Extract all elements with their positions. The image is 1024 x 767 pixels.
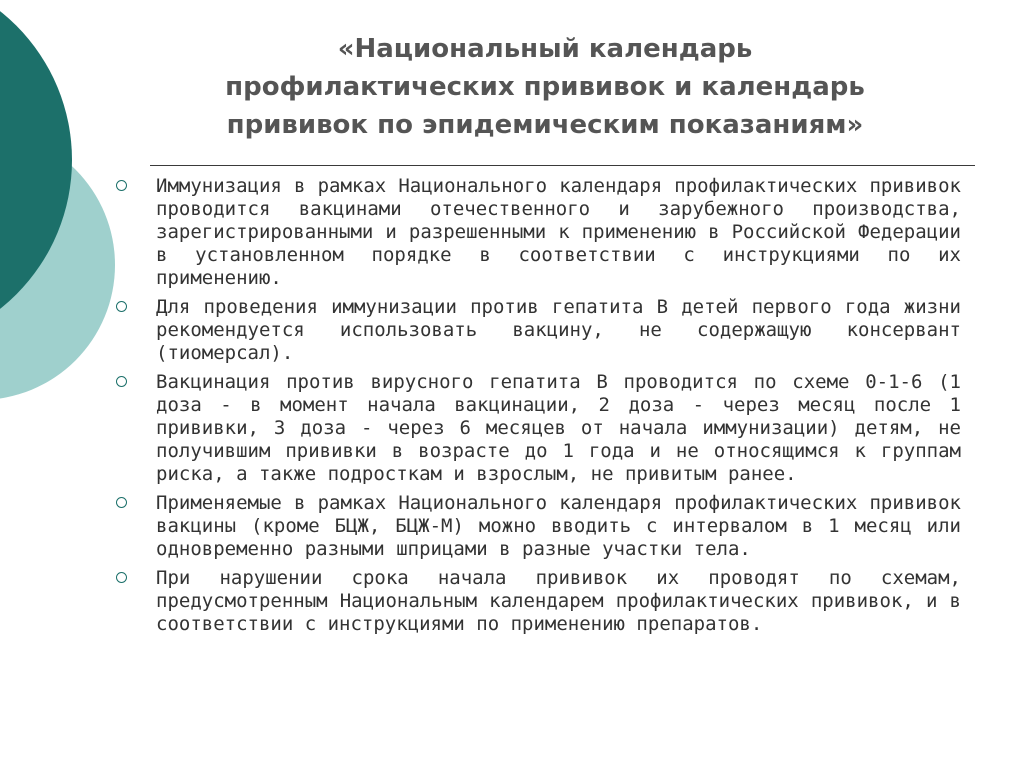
hollow-circle-bullet-icon xyxy=(116,497,127,508)
bullet-list xyxy=(112,175,962,642)
bullet-text: Применяемые в рамках Национального календаря профилактических прививок вакцины (кроме БЦЖ, БЦЖ-М) можно вводить с интервалом в 1 месяц или одновременно разными шприцами в разные участки тела. xyxy=(156,492,961,560)
bullet-item xyxy=(112,371,962,486)
hollow-circle-bullet-icon xyxy=(116,572,127,583)
slide-title-line-3: прививок по эпидемическим показаниям» xyxy=(226,110,864,140)
bullet-item xyxy=(112,296,962,365)
hollow-circle-bullet-icon xyxy=(116,376,127,387)
bullet-text: Иммунизация в рамках Национального календаря профилактических прививок проводится вакцинами отечественного и зарубежного производства, зарегистрированными и разрешенными к применению в Российской Федерации в установленном порядке в соответствии с инструкциями по их применению. xyxy=(156,175,961,289)
hollow-circle-bullet-icon xyxy=(116,301,127,312)
bullet-item xyxy=(112,492,962,561)
slide-title-line-2: профилактических прививок и календарь xyxy=(225,72,865,102)
bullet-text: Для проведения иммунизации против гепатита В детей первого года жизни рекомендуется использовать вакцину, не содержащую консервант (тиомерсал). xyxy=(156,296,961,364)
bullet-text: Вакцинация против вирусного гепатита В проводится по схеме 0-1-6 (1 доза - в момент начала вакцинации, 2 доза - через месяц после 1 прививки, 3 доза - через 6 месяцев от начала иммунизации) детям, не получившим прививки в возрасте до 1 года и не относящимся к группам риска, а также подросткам и взрослым, не привитым ранее. xyxy=(156,371,961,485)
slide-title-line-1: «Национальный календарь xyxy=(337,34,753,64)
bullet-item xyxy=(112,175,962,290)
hollow-circle-bullet-icon xyxy=(116,180,127,191)
bullet-text: При нарушении срока начала прививок их проводят по схемам, предусмотренным Национальным календарем профилактических прививок, и в соответствии с инструкциями по применению препаратов. xyxy=(156,567,961,635)
bullet-item xyxy=(112,567,962,636)
title-divider xyxy=(150,165,975,166)
slide-title xyxy=(185,30,905,144)
